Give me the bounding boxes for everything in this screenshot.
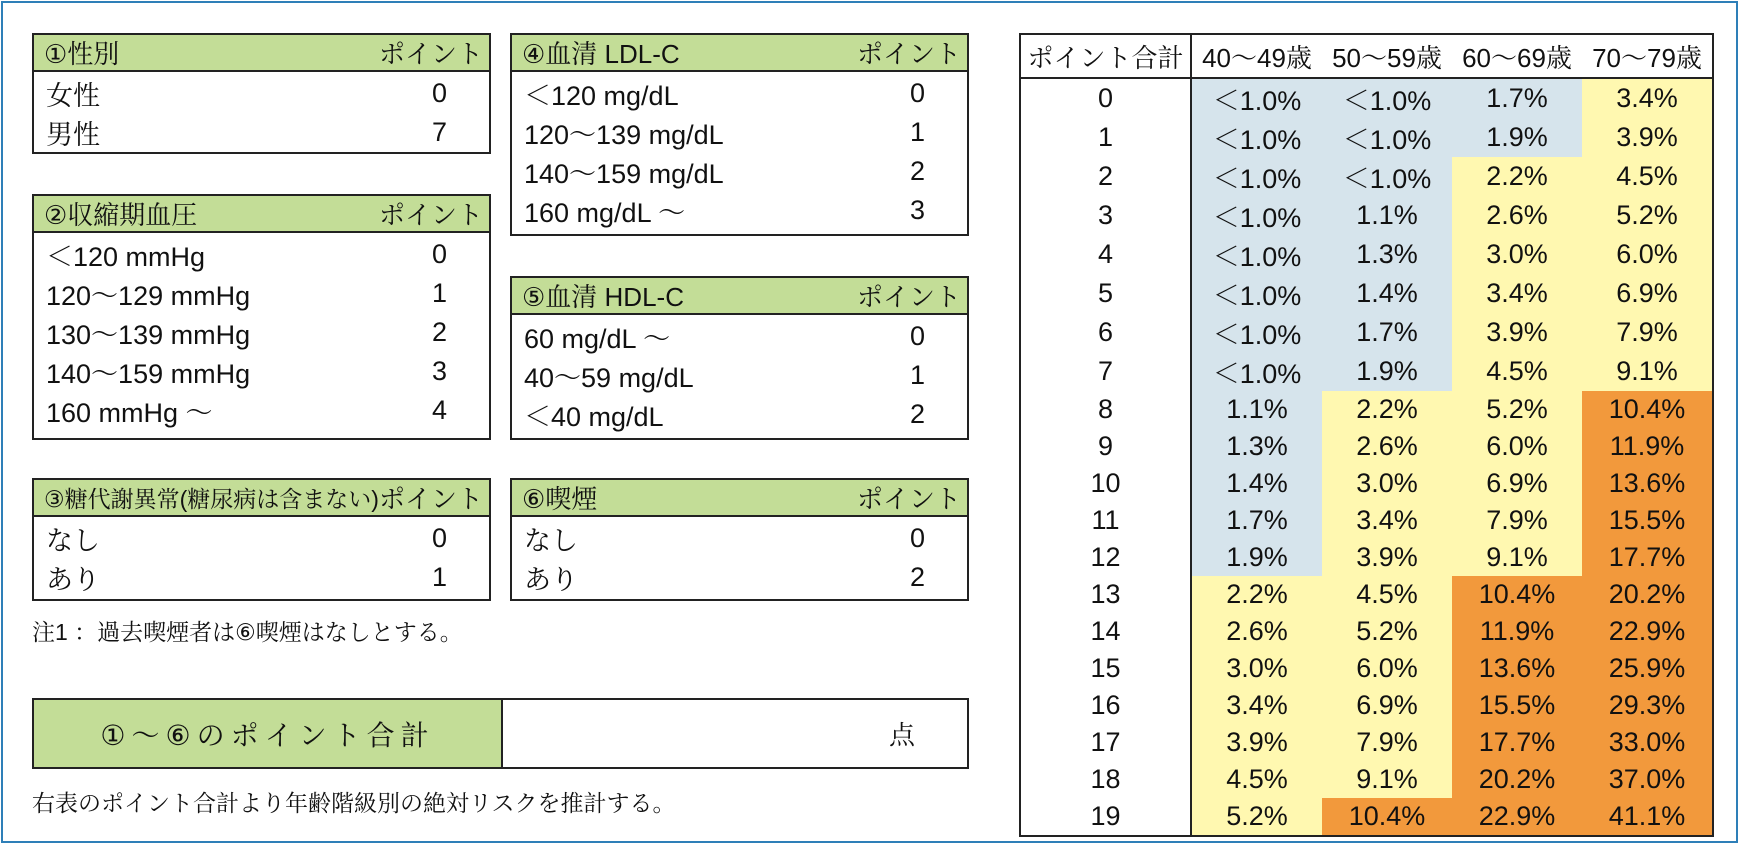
risk-cell: ＜1.0%: [1322, 78, 1452, 118]
table-row: [1020, 613, 1713, 650]
risk-cell: 17.7%: [1452, 724, 1582, 761]
risk-cell: 7.9%: [1322, 724, 1452, 761]
risk-cell: 37.0%: [1582, 761, 1713, 798]
row-label: あり: [46, 565, 100, 595]
risk-cell: 10.4%: [1322, 798, 1452, 836]
risk-cell: 1.9%: [1322, 352, 1452, 391]
factor-row: [34, 391, 489, 430]
risk-cell: 5.2%: [1191, 798, 1322, 836]
row-label: なし: [524, 526, 578, 556]
row-label: 120～139 mg/dL: [524, 120, 724, 150]
risk-cell: 29.3%: [1582, 687, 1713, 724]
row-point: 1: [909, 360, 925, 390]
risk-cell: 3.9%: [1452, 313, 1582, 352]
row-point: 1: [909, 117, 925, 147]
risk-cell: 7.9%: [1582, 313, 1713, 352]
factor-ldl-box: [510, 33, 969, 236]
footer-note: 右表のポイント合計より年齢階級別の絶対リスクを推計する。: [32, 790, 676, 816]
row-label: 60 mg/dL ～: [524, 324, 671, 354]
points-cell: 7: [1020, 352, 1191, 391]
risk-cell: 20.2%: [1452, 761, 1582, 798]
age-40-49-header: 40～49歳: [1191, 34, 1322, 78]
factor-header: [512, 35, 967, 72]
factor-row: [512, 519, 967, 558]
factor-hdl-box: [510, 276, 969, 440]
row-label: なし: [46, 526, 100, 556]
factor-row: [512, 74, 967, 113]
risk-cell: 2.6%: [1322, 428, 1452, 465]
total-points-input[interactable]: [503, 700, 967, 767]
points-cell: 2: [1020, 157, 1191, 196]
points-cell: 19: [1020, 798, 1191, 836]
row-point: 0: [909, 78, 925, 108]
table-row: [1020, 196, 1713, 235]
points-cell: 1: [1020, 118, 1191, 157]
age-70-79-header: 70～79歳: [1582, 34, 1713, 78]
row-point: 2: [431, 317, 447, 347]
row-label: 40～59 mg/dL: [524, 363, 694, 393]
risk-cell: 15.5%: [1582, 502, 1713, 539]
risk-cell: 7.9%: [1452, 502, 1582, 539]
row-label: 160 mmHg ～: [46, 398, 213, 428]
factor-row: [34, 274, 489, 313]
factor-title: ⑤血清 HDL-C: [522, 282, 684, 312]
table-row: [1020, 465, 1713, 502]
points-cell: 13: [1020, 576, 1191, 613]
risk-cell: 1.3%: [1322, 235, 1452, 274]
table-row: [1020, 157, 1713, 196]
risk-cell: 4.5%: [1452, 352, 1582, 391]
point-header: ポイント: [856, 484, 961, 514]
risk-cell: 3.9%: [1322, 539, 1452, 576]
table-row: [1020, 118, 1713, 157]
risk-cell: 3.9%: [1191, 724, 1322, 761]
risk-cell: ＜1.0%: [1191, 196, 1322, 235]
points-cell: 17: [1020, 724, 1191, 761]
row-label: ＜120 mg/dL: [524, 81, 679, 111]
table-row: [1020, 352, 1713, 391]
row-label: あり: [524, 565, 578, 595]
factor-smoking-box: [510, 478, 969, 601]
risk-cell: 3.9%: [1582, 118, 1713, 157]
risk-cell: 10.4%: [1582, 391, 1713, 428]
table-row: [1020, 687, 1713, 724]
table-row: [1020, 576, 1713, 613]
factor-title: ⑥喫煙: [522, 484, 598, 514]
points-cell: 14: [1020, 613, 1191, 650]
row-point: 0: [909, 321, 925, 351]
risk-cell: 9.1%: [1582, 352, 1713, 391]
factor-row: [512, 191, 967, 230]
risk-cell: 6.9%: [1582, 274, 1713, 313]
points-cell: 0: [1020, 78, 1191, 118]
risk-cell: 2.6%: [1191, 613, 1322, 650]
table-row: [1020, 761, 1713, 798]
point-header: ポイント: [856, 282, 961, 312]
points-cell: 15: [1020, 650, 1191, 687]
risk-cell: 13.6%: [1582, 465, 1713, 502]
factor-row: [34, 74, 489, 113]
risk-cell: ＜1.0%: [1191, 78, 1322, 118]
factor-header: [512, 278, 967, 315]
risk-cell: ＜1.0%: [1191, 352, 1322, 391]
row-label: ＜40 mg/dL: [524, 402, 664, 432]
factor-title: ②収縮期血圧: [44, 200, 198, 230]
factor-title: ③糖代謝異常(糖尿病は含まない): [44, 486, 379, 512]
risk-cell: 22.9%: [1452, 798, 1582, 836]
row-point: 7: [431, 117, 447, 147]
risk-cell: ＜1.0%: [1322, 157, 1452, 196]
risk-cell: 1.7%: [1452, 78, 1582, 118]
smoking-note: 注1 ：過去喫煙者は⑥喫煙はなしとする。: [32, 619, 463, 645]
risk-cell: 2.2%: [1452, 157, 1582, 196]
table-row: [1020, 313, 1713, 352]
risk-cell: 3.0%: [1322, 465, 1452, 502]
risk-cell: 6.0%: [1452, 428, 1582, 465]
risk-cell: 2.2%: [1191, 576, 1322, 613]
row-point: 0: [431, 78, 447, 108]
row-point: 2: [909, 562, 925, 592]
factor-row: [34, 558, 489, 597]
risk-cell: 5.2%: [1452, 391, 1582, 428]
row-label: 女性: [46, 81, 100, 111]
points-cell: 10: [1020, 465, 1191, 502]
factor-header: [34, 196, 489, 233]
risk-cell: 15.5%: [1452, 687, 1582, 724]
risk-cell: 6.0%: [1322, 650, 1452, 687]
risk-table: [1019, 33, 1714, 837]
point-header: ポイント: [378, 39, 483, 69]
risk-cell: 6.9%: [1452, 465, 1582, 502]
risk-cell: 4.5%: [1191, 761, 1322, 798]
table-row: [1020, 78, 1713, 118]
factor-row: [34, 519, 489, 558]
risk-cell: 5.2%: [1582, 196, 1713, 235]
factor-title: ④血清 LDL-C: [522, 39, 680, 69]
points-cell: 8: [1020, 391, 1191, 428]
points-cell: 12: [1020, 539, 1191, 576]
factor-row: [34, 352, 489, 391]
risk-cell: 1.7%: [1191, 502, 1322, 539]
risk-cell: 11.9%: [1582, 428, 1713, 465]
total-points-box: [32, 698, 969, 769]
risk-cell: ＜1.0%: [1322, 118, 1452, 157]
factor-glucose-box: [32, 478, 491, 601]
factor-row: [34, 313, 489, 352]
factor-row: [512, 356, 967, 395]
points-cell: 16: [1020, 687, 1191, 724]
risk-table-body: [1020, 78, 1713, 836]
risk-cell: 1.7%: [1322, 313, 1452, 352]
risk-cell: ＜1.0%: [1191, 274, 1322, 313]
table-row: [1020, 650, 1713, 687]
risk-cell: 4.5%: [1582, 157, 1713, 196]
table-row: [1020, 502, 1713, 539]
points-cell: 5: [1020, 274, 1191, 313]
risk-cell: 3.4%: [1582, 78, 1713, 118]
points-cell: 18: [1020, 761, 1191, 798]
risk-cell: 1.4%: [1322, 274, 1452, 313]
row-label: 120～129 mmHg: [46, 281, 251, 311]
row-label: 男性: [46, 120, 100, 150]
points-total-header: ポイント合計: [1020, 34, 1191, 78]
risk-cell: 17.7%: [1582, 539, 1713, 576]
table-row: [1020, 539, 1713, 576]
factor-header: [34, 35, 489, 72]
risk-cell: 1.9%: [1191, 539, 1322, 576]
age-60-69-header: 60～69歳: [1452, 34, 1582, 78]
risk-cell: 20.2%: [1582, 576, 1713, 613]
risk-cell: 1.3%: [1191, 428, 1322, 465]
row-point: 0: [909, 523, 925, 553]
risk-cell: 25.9%: [1582, 650, 1713, 687]
factor-row: [512, 113, 967, 152]
risk-cell: 3.0%: [1191, 650, 1322, 687]
risk-cell: 1.4%: [1191, 465, 1322, 502]
factor-row: [512, 317, 967, 356]
row-label: 160 mg/dL ～: [524, 198, 686, 228]
risk-cell: 1.1%: [1191, 391, 1322, 428]
age-50-59-header: 50～59歳: [1322, 34, 1452, 78]
points-cell: 4: [1020, 235, 1191, 274]
table-row: [1020, 724, 1713, 761]
risk-cell: 2.6%: [1452, 196, 1582, 235]
risk-cell: ＜1.0%: [1191, 157, 1322, 196]
points-cell: 3: [1020, 196, 1191, 235]
total-points-label: ①～⑥のポイント合計: [34, 700, 503, 767]
risk-cell: 3.4%: [1452, 274, 1582, 313]
risk-cell: 3.4%: [1322, 502, 1452, 539]
table-row: [1020, 391, 1713, 428]
point-header: ポイント: [378, 484, 483, 514]
point-header: ポイント: [378, 200, 483, 230]
risk-cell: 1.9%: [1452, 118, 1582, 157]
factor-row: [34, 235, 489, 274]
risk-cell: 41.1%: [1582, 798, 1713, 836]
row-label: ＜120 mmHg: [46, 242, 206, 272]
points-cell: 9: [1020, 428, 1191, 465]
row-point: 3: [909, 195, 925, 225]
risk-cell: 6.0%: [1582, 235, 1713, 274]
table-row: [1020, 274, 1713, 313]
points-cell: 11: [1020, 502, 1191, 539]
table-row: [1020, 798, 1713, 836]
risk-cell: ＜1.0%: [1191, 313, 1322, 352]
risk-cell: 3.0%: [1452, 235, 1582, 274]
risk-cell: 3.4%: [1191, 687, 1322, 724]
total-points-unit: 点: [888, 720, 915, 750]
risk-cell: 9.1%: [1452, 539, 1582, 576]
factor-row: [512, 395, 967, 434]
factor-header: [34, 480, 489, 517]
risk-cell: 13.6%: [1452, 650, 1582, 687]
row-point: 1: [431, 278, 447, 308]
factor-sex-box: [32, 33, 491, 154]
risk-cell: 33.0%: [1582, 724, 1713, 761]
risk-cell: 22.9%: [1582, 613, 1713, 650]
risk-cell: 6.9%: [1322, 687, 1452, 724]
risk-cell: 9.1%: [1322, 761, 1452, 798]
row-point: 2: [909, 156, 925, 186]
risk-cell: 1.1%: [1322, 196, 1452, 235]
risk-cell: 2.2%: [1322, 391, 1452, 428]
factor-row: [512, 152, 967, 191]
row-point: 2: [909, 399, 925, 429]
row-point: 3: [431, 356, 447, 386]
risk-cell: 11.9%: [1452, 613, 1582, 650]
row-label: 130～139 mmHg: [46, 320, 251, 350]
row-label: 140～159 mmHg: [46, 359, 251, 389]
factor-systolic-bp-box: [32, 194, 491, 440]
table-row: [1020, 428, 1713, 465]
row-point: 4: [431, 395, 447, 425]
table-row: [1020, 235, 1713, 274]
factor-title: ①性別: [44, 39, 120, 69]
row-point: 1: [431, 562, 447, 592]
factor-header: [512, 480, 967, 517]
risk-cell: 5.2%: [1322, 613, 1452, 650]
factor-row: [512, 558, 967, 597]
risk-table-header-row: [1020, 34, 1713, 78]
row-point: 0: [431, 239, 447, 269]
factor-row: [34, 113, 489, 152]
risk-cell: ＜1.0%: [1191, 118, 1322, 157]
risk-cell: 10.4%: [1452, 576, 1582, 613]
row-point: 0: [431, 523, 447, 553]
points-cell: 6: [1020, 313, 1191, 352]
risk-cell: ＜1.0%: [1191, 235, 1322, 274]
row-label: 140～159 mg/dL: [524, 159, 724, 189]
point-header: ポイント: [856, 39, 961, 69]
risk-cell: 4.5%: [1322, 576, 1452, 613]
